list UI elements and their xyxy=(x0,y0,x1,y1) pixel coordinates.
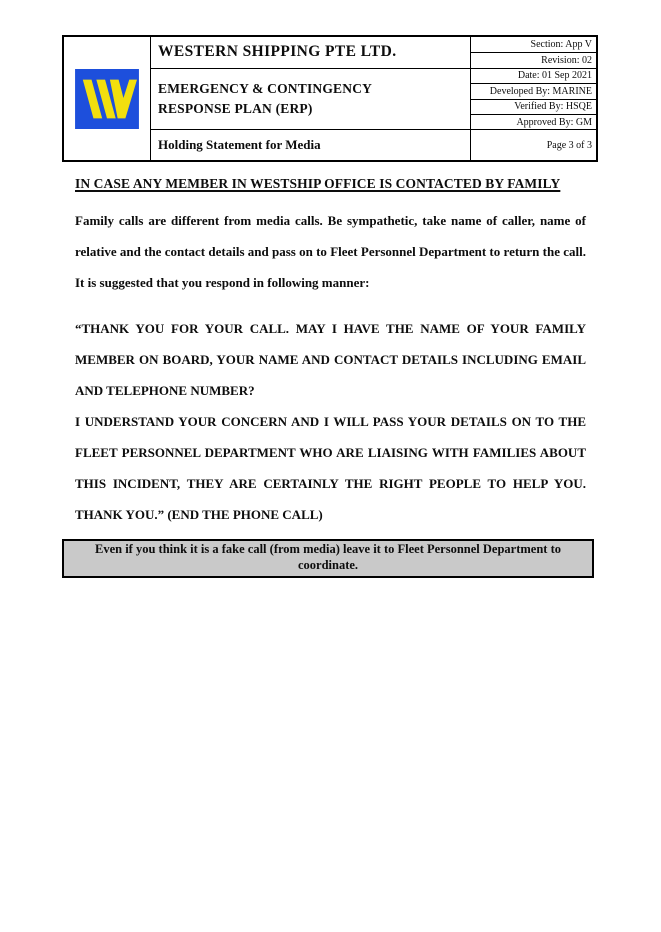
meta-page-number: Page 3 of 3 xyxy=(546,139,592,151)
meta-verified-by-cell xyxy=(470,99,596,114)
meta-revision-cell xyxy=(470,52,596,67)
logo-cell xyxy=(64,37,150,160)
meta-developed-by-cell xyxy=(470,83,596,98)
meta-approved-by: Approved By: GM xyxy=(516,116,592,128)
meta-page-number-cell xyxy=(470,129,596,160)
meta-revision: Revision: 02 xyxy=(541,55,592,67)
meta-section-cell xyxy=(470,37,596,52)
header-table xyxy=(62,35,598,162)
document-subtitle: Holding Statement for Media xyxy=(158,137,321,153)
document-subtitle-cell xyxy=(150,129,470,160)
document-title: EMERGENCY & CONTINGENCY RESPONSE PLAN (ERP) xyxy=(158,81,372,116)
document-title-cell xyxy=(150,68,470,130)
meta-verified-by: Verified By: HSQE xyxy=(514,101,592,113)
intro-paragraph: Family calls are different from media calls. Be sympathetic, take name of caller, name of relative and the contact details and pass on to Fleet Personnel Department to return the call. It is suggested that you respond in following manner: xyxy=(75,213,586,290)
document-body xyxy=(62,174,595,578)
phone-script-paragraph-1: “THANK YOU FOR YOUR CALL. MAY I HAVE THE NAME OF YOUR FAMILY MEMBER ON BOARD, YOUR NAME AND CONTACT DETAILS INCLUDING EMAIL AND TELEPHONE NUMBER? xyxy=(75,321,586,398)
meta-date: Date: 01 Sep 2021 xyxy=(517,70,592,82)
body-heading: IN CASE ANY MEMBER IN WESTSHIP OFFICE IS CONTACTED BY FAMILY xyxy=(75,176,561,191)
meta-section: Section: App V xyxy=(530,39,592,51)
company-name-cell xyxy=(150,37,470,68)
meta-developed-by: Developed By: MARINE xyxy=(489,85,592,97)
meta-approved-by-cell xyxy=(470,114,596,129)
phone-script-paragraph-2: I UNDERSTAND YOUR CONCERN AND I WILL PASS YOUR DETAILS ON TO THE FLEET PERSONNEL DEPARTMENT WHO ARE LIAISING WITH FAMILIES ABOUT THIS INCIDENT, THEY ARE CERTAINLY THE RIGHT PEOPLE TO HELP YOU. THANK YOU.” (END THE PHONE CALL) xyxy=(75,414,586,522)
meta-date-cell xyxy=(470,68,596,83)
company-name: WESTERN SHIPPING PTE LTD. xyxy=(158,43,397,61)
notice-box: Even if you think it is a fake call (from media) leave it to Fleet Personnel Department to coordinate. xyxy=(62,539,594,578)
western-shipping-w-logo-icon xyxy=(75,69,139,129)
